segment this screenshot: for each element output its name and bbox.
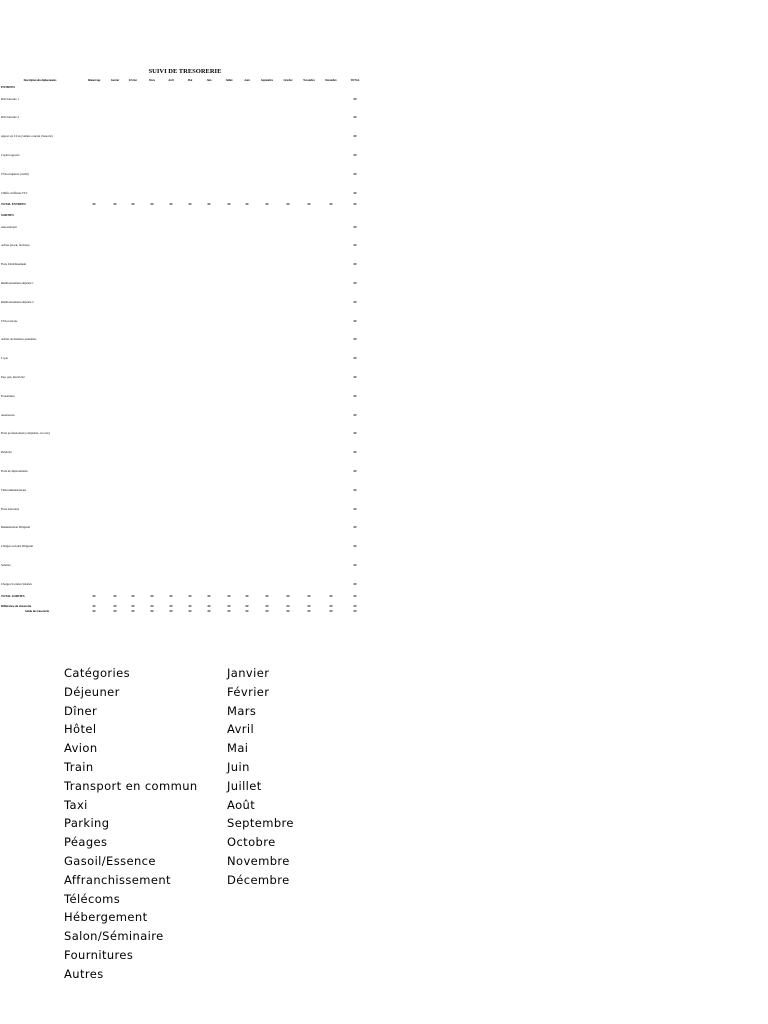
value-cell[interactable]: ## — [353, 115, 357, 120]
row-label: Remboursement emprunt 1 — [1, 280, 34, 285]
row-label: Prêt bancaire 2 — [1, 115, 19, 120]
sheet-row — [1, 218, 371, 237]
sheet-row — [1, 293, 371, 312]
value-cell[interactable]: ## — [353, 171, 357, 176]
categories-list — [64, 664, 224, 984]
header-cell: Décembre — [325, 79, 337, 82]
value-cell[interactable]: ## — [286, 593, 290, 598]
header-row — [0, 79, 370, 84]
value-cell[interactable]: ## — [113, 593, 117, 598]
month-item: Juillet — [227, 778, 262, 793]
month-item: Août — [227, 797, 256, 812]
value-cell[interactable]: ## — [353, 581, 357, 586]
value-cell[interactable]: ## — [307, 604, 311, 609]
value-cell[interactable]: ## — [131, 593, 135, 598]
value-cell[interactable]: ## — [353, 280, 357, 285]
value-cell[interactable]: ## — [353, 450, 357, 455]
month-item: Novembre — [227, 853, 290, 868]
row-label: Chiffre d'affaires TTC — [1, 190, 28, 195]
sheet-row — [1, 575, 371, 594]
row-label: Salaires — [1, 562, 11, 567]
value-cell[interactable]: ## — [286, 608, 290, 613]
row-label: Prêt bancaire 1 — [1, 96, 19, 101]
value-cell[interactable]: ## — [150, 608, 154, 613]
category-item: Autres — [64, 966, 104, 981]
sheet-row — [1, 368, 371, 387]
sheet-row — [1, 236, 371, 255]
value-cell[interactable]: ## — [150, 202, 154, 207]
row-label: ENTREES — [1, 85, 16, 89]
category-item: Train — [64, 759, 94, 774]
value-cell[interactable]: ## — [265, 593, 269, 598]
row-label: Solde de trésorerie — [25, 608, 49, 613]
value-cell[interactable]: ## — [329, 593, 333, 598]
month-item: Juin — [227, 759, 250, 774]
value-cell[interactable]: ## — [227, 202, 231, 207]
sheet-rows — [1, 85, 371, 613]
value-cell[interactable]: ## — [329, 202, 333, 207]
value-cell[interactable]: ## — [207, 608, 211, 613]
value-cell[interactable]: ## — [353, 544, 357, 549]
category-item: Affranchissement — [64, 872, 171, 887]
row-label: Assurances — [1, 412, 15, 417]
months-list — [227, 664, 347, 890]
row-label: TVA reversée — [1, 318, 18, 323]
value-cell[interactable]: ## — [227, 604, 231, 609]
value-cell[interactable]: ## — [188, 604, 192, 609]
value-cell[interactable]: ## — [245, 593, 249, 598]
value-cell[interactable]: ## — [353, 202, 357, 207]
category-item: Salon/Séminaire — [64, 929, 164, 944]
row-label: Capital apporté — [1, 152, 20, 157]
sheet-row — [1, 255, 371, 274]
value-cell[interactable]: ## — [245, 608, 249, 613]
value-cell[interactable]: ## — [353, 506, 357, 511]
value-cell[interactable]: ## — [307, 202, 311, 207]
month-item: Octobre — [227, 835, 276, 850]
value-cell[interactable]: ## — [131, 604, 135, 609]
row-label: Remboursement emprunt 2 — [1, 299, 34, 304]
value-cell[interactable]: ## — [353, 374, 357, 379]
value-cell[interactable]: ## — [286, 202, 290, 207]
sheet-row — [1, 330, 371, 349]
category-item: Péages — [64, 835, 108, 850]
sheet-title: SUIVI DE TRESORERIE — [148, 68, 222, 75]
value-cell[interactable]: ## — [169, 593, 173, 598]
value-cell[interactable]: ## — [150, 593, 154, 598]
row-label: Frais d'établissement — [1, 262, 27, 267]
value-cell[interactable]: ## — [113, 604, 117, 609]
category-item: Catégories — [64, 666, 130, 680]
category-item: Télécoms — [64, 891, 121, 906]
sheet-row — [1, 312, 371, 331]
sheet-row — [1, 146, 371, 165]
month-item: Janvier — [227, 666, 270, 680]
row-label: Achats de matières premières — [1, 337, 37, 342]
value-cell[interactable]: ## — [131, 202, 135, 207]
sheet-row — [1, 184, 371, 203]
category-item: Hébergement — [64, 910, 148, 925]
value-cell[interactable]: ## — [353, 562, 357, 567]
value-cell[interactable]: ## — [265, 604, 269, 609]
sheet-row — [1, 443, 371, 462]
value-cell[interactable]: ## — [353, 356, 357, 361]
month-item: Avril — [227, 722, 255, 737]
value-cell[interactable]: ## — [169, 202, 173, 207]
category-item: Parking — [64, 816, 110, 831]
value-cell[interactable]: ## — [353, 487, 357, 492]
category-item: Gasoil/Essence — [64, 853, 156, 868]
header-cell: Janvier — [110, 79, 120, 82]
sheet-row — [1, 108, 371, 127]
category-item: Dîner — [64, 703, 98, 718]
header-cell: Mars — [149, 79, 155, 82]
row-label: Eau, gaz, électricité — [1, 374, 25, 379]
value-cell[interactable]: ## — [113, 608, 117, 613]
value-cell[interactable]: ## — [169, 604, 173, 609]
value-cell[interactable]: ## — [265, 608, 269, 613]
value-cell[interactable]: ## — [353, 318, 357, 323]
value-cell[interactable]: ## — [353, 431, 357, 436]
row-label: Frais bancaires — [1, 506, 20, 511]
value-cell[interactable]: ## — [353, 243, 357, 248]
header-cell: Démarrage — [87, 79, 101, 82]
value-cell[interactable]: ## — [227, 593, 231, 598]
header-description: Description des déplacements — [23, 79, 57, 82]
value-cell[interactable]: ## — [329, 608, 333, 613]
value-cell[interactable]: ## — [265, 202, 269, 207]
sheet-row — [1, 481, 371, 500]
value-cell[interactable]: ## — [113, 202, 117, 207]
value-cell[interactable]: ## — [188, 593, 192, 598]
value-cell[interactable]: ## — [353, 412, 357, 417]
value-cell[interactable]: ## — [245, 202, 249, 207]
value-cell[interactable]: ## — [92, 202, 96, 207]
sheet-row — [1, 537, 371, 556]
row-label: TVA récupérée (crédit) — [1, 171, 29, 176]
value-cell[interactable]: ## — [353, 393, 357, 398]
category-item: Déjeuner — [64, 684, 120, 699]
value-cell[interactable]: ## — [353, 604, 357, 609]
sheet-row — [1, 500, 371, 519]
header-cell: Juin — [206, 79, 212, 82]
sheet-row — [1, 462, 371, 481]
value-cell[interactable]: ## — [169, 608, 173, 613]
month-item: Septembre — [227, 816, 294, 831]
value-cell[interactable]: ## — [188, 608, 192, 613]
sheet-row — [1, 406, 371, 425]
category-item: Hôtel — [64, 722, 97, 737]
value-cell[interactable]: ## — [227, 608, 231, 613]
month-item: Mars — [227, 703, 257, 718]
sheet-row — [1, 387, 371, 406]
row-label: Charges sociales Dirigeant — [1, 544, 34, 549]
header-cell: Septembre — [261, 79, 273, 82]
value-cell[interactable]: ## — [353, 152, 357, 157]
category-item: Fournitures — [64, 947, 134, 962]
row-label: TOTAL ENTREES — [1, 202, 26, 207]
month-item: Mai — [227, 741, 249, 756]
value-cell[interactable]: ## — [92, 593, 96, 598]
value-cell[interactable]: ## — [353, 525, 357, 530]
sheet-row — [1, 609, 371, 614]
value-cell[interactable]: ## — [307, 593, 311, 598]
header-cell: Mai — [187, 79, 193, 82]
value-cell[interactable]: ## — [329, 604, 333, 609]
month-item: Décembre — [227, 872, 290, 887]
value-cell[interactable]: ## — [131, 608, 135, 613]
sheet-row — [1, 90, 371, 109]
row-label: Rémunération Dirigeant — [1, 525, 31, 530]
row-label: Apport en CCA (compte courant d'associé) — [1, 134, 53, 139]
header-cell: Juillet — [225, 79, 233, 82]
value-cell[interactable]: ## — [353, 337, 357, 342]
row-label: Publicité — [1, 450, 12, 455]
value-cell[interactable]: ## — [353, 134, 357, 139]
value-cell[interactable]: ## — [92, 608, 96, 613]
value-cell[interactable]: ## — [353, 468, 357, 473]
header-cell: TOTAL — [350, 79, 360, 82]
row-label: Autoentrepôt — [1, 224, 17, 229]
sheet-row — [1, 424, 371, 443]
value-cell[interactable]: ## — [188, 202, 192, 207]
row-label: SORTIES — [1, 212, 14, 217]
category-item: Avion — [64, 741, 98, 756]
row-label: Fournitures — [1, 393, 15, 398]
value-cell[interactable]: ## — [307, 608, 311, 613]
sheet-row — [1, 518, 371, 537]
category-item: Transport en commun — [64, 778, 198, 793]
sheet-row — [1, 274, 371, 293]
row-label: Frais de déplacements — [1, 468, 28, 473]
row-label: Frais professionnel (comptable, avocats) — [1, 431, 50, 436]
category-item: Taxi — [64, 797, 88, 812]
value-cell[interactable]: ## — [207, 202, 211, 207]
header-cell: Avril — [168, 79, 174, 82]
value-cell[interactable]: ## — [207, 604, 211, 609]
sheet-row — [1, 127, 371, 146]
row-label: Télécommunications — [1, 487, 27, 492]
sheet-row — [1, 165, 371, 184]
sheet-row — [1, 349, 371, 368]
value-cell[interactable]: ## — [353, 608, 357, 613]
header-cell: Novembre — [303, 79, 315, 82]
value-cell[interactable]: ## — [92, 604, 96, 609]
row-label: Différence de trésorerie — [1, 604, 32, 609]
value-cell[interactable]: ## — [353, 299, 357, 304]
header-cell: Août — [244, 79, 250, 82]
sheet-row — [1, 556, 371, 575]
value-cell[interactable]: ## — [353, 224, 357, 229]
value-cell[interactable]: ## — [150, 604, 154, 609]
month-item: Février — [227, 684, 270, 699]
row-label: Charges Sociales Salariés — [1, 581, 32, 586]
header-cell: Octobre — [283, 79, 293, 82]
value-cell[interactable]: ## — [286, 604, 290, 609]
header-cell: Février — [128, 79, 138, 82]
value-cell[interactable]: ## — [353, 96, 357, 101]
value-cell[interactable]: ## — [353, 262, 357, 267]
value-cell[interactable]: ## — [245, 604, 249, 609]
row-label: Achats (stock, factures) — [1, 243, 30, 248]
row-label: TOTAL SORTIES — [1, 593, 25, 598]
row-label: Loyer — [1, 356, 9, 361]
value-cell[interactable]: ## — [353, 190, 357, 195]
value-cell[interactable]: ## — [353, 593, 357, 598]
value-cell[interactable]: ## — [207, 593, 211, 598]
